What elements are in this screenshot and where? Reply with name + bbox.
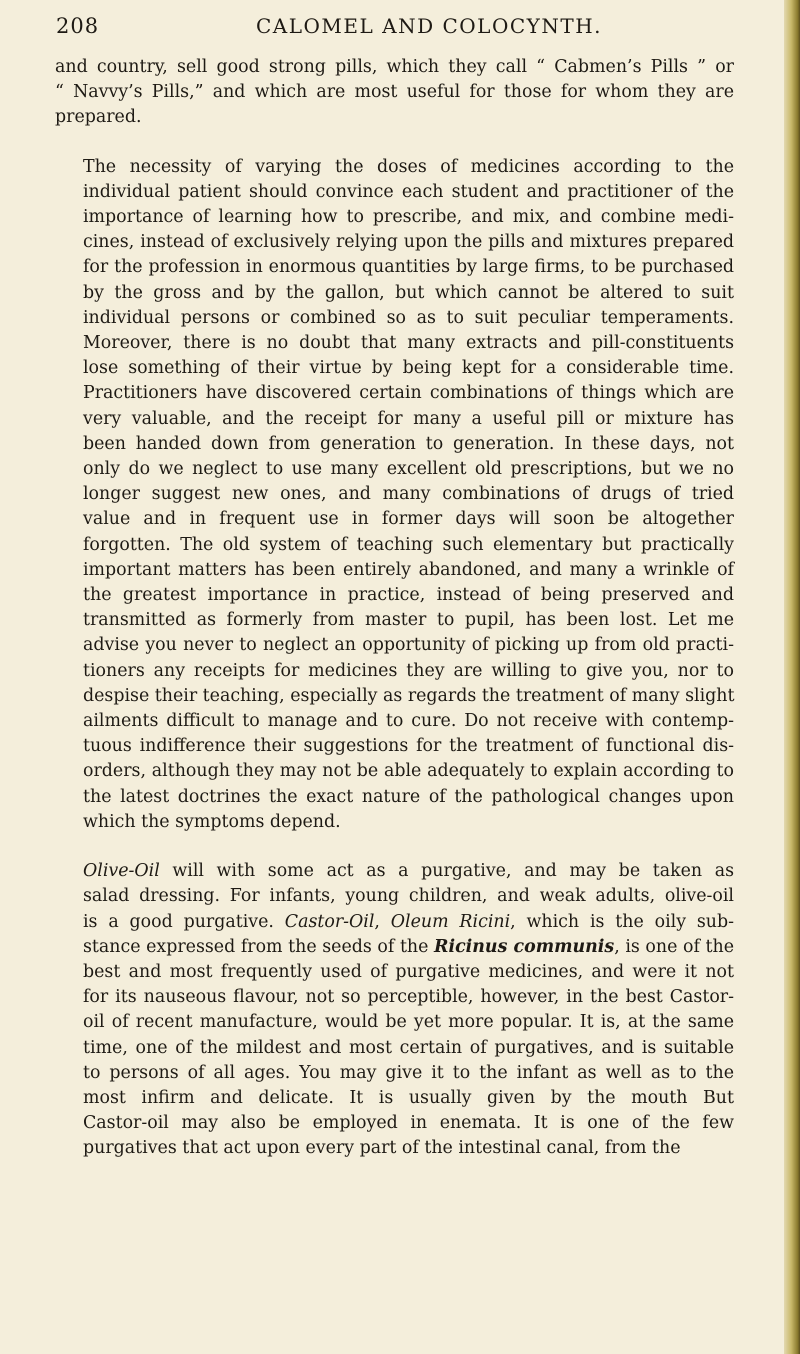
text-line: individual patient should convince each student and practitioner of the [83,181,734,202]
text-line: Olive-Oil will with some act as a purgative, and may be taken as [83,861,734,882]
text-line: is a good purgative. Castor-Oil, Oleum Ricini, which is the oily sub- [83,911,734,932]
page-header [56,14,746,54]
page-number: 208 [56,14,100,38]
text-line: despise their teaching, especially as regards the treatment of many slight [83,685,735,706]
text-line: very valuable, and the receipt for many a useful pill or mixture has [83,408,734,429]
paragraph [55,55,734,131]
text-line: transmitted as formerly from master to pupil, has been lost. Let me [83,610,734,631]
text-line: advise you never to neglect an opportunity of picking up from old practi- [83,635,734,656]
paragraph [55,155,734,835]
text-line: prepared. [55,107,142,128]
text-line: the latest doctrines the exact nature of the pathological changes upon [83,786,734,807]
text-line: cines, instead of exclusively relying upon the pills and mixtures prepared [83,232,734,253]
body-text [55,55,734,1162]
text-line: the greatest importance in practice, instead of being preserved and [83,585,734,606]
paragraph [55,859,734,1161]
text-line: The necessity of varying the doses of medicines according to the [83,156,734,177]
text-line: tuous indifference their suggestions for the treatment of functional dis- [83,736,734,757]
text-line: importance of learning how to prescribe, and mix, and combine medi- [83,207,734,228]
text-line: Castor-oil may also be employed in enemata. It is one of the few [83,1113,734,1134]
text-line: Practitioners have discovered certain combinations of things which are [83,383,734,404]
text-line: Moreover, there is no doubt that many extracts and pill-constituents [83,333,734,354]
text-line: been handed down from generation to generation. In these days, not [83,433,734,454]
text-line: purgatives that act upon every part of the intestinal canal, from the [83,1138,681,1159]
text-line: most infirm and delicate. It is usually given by the mouth But [83,1087,734,1108]
text-line: best and most frequently used of purgative medicines, and were it not [83,961,734,982]
text-line: which the symptoms depend. [83,811,341,832]
text-line: individual persons or combined so as to suit peculiar temperaments. [83,307,734,328]
text-line: orders, although they may not be able adequately to explain according to [83,761,734,782]
text-line: lose something of their virtue by being kept for a considerable time. [83,358,734,379]
text-line: forgotten. The old system of teaching such elementary but practically [83,534,734,555]
text-line: for the profession in enormous quantities by large firms, to be purchased [83,257,734,278]
text-line: ailments difficult to manage and to cure. Do not receive with contemp- [83,711,734,732]
text-line: important matters has been entirely abandoned, and many a wrinkle of [83,559,734,580]
text-line: only do we neglect to use many excellent old prescriptions, but we no [83,459,734,480]
running-title: CALOMEL AND COLOCYNTH. [256,14,602,38]
text-line: “ Navvy’s Pills,” and which are most useful for those for whom they are [55,82,734,103]
text-line: tioners any receipts for medicines they are willing to give you, nor to [83,660,734,681]
text-line: for its nauseous flavour, not so perceptible, however, in the best Castor- [83,987,734,1008]
text-line: oil of recent manufacture, would be yet more popular. It is, at the same [83,1012,734,1033]
text-line: salad dressing. For infants, young children, and weak adults, olive-oil [83,886,734,907]
text-line: and country, sell good strong pills, which they call “ Cabmen’s Pills ” or [55,57,734,77]
text-line: stance expressed from the seeds of the Ricinus communis, is one of the [83,936,734,957]
text-line: to persons of all ages. You may give it to the infant as well as to the [83,1062,734,1083]
text-line: value and in frequent use in former days will soon be altogether [83,509,734,530]
page-edge-shadow [784,0,800,1354]
text-line: by the gross and by the gallon, but which cannot be altered to suit [83,282,734,303]
text-line: longer suggest new ones, and many combinations of drugs of tried [83,484,734,505]
text-line: time, one of the mildest and most certain of purgatives, and is suitable [83,1037,734,1058]
